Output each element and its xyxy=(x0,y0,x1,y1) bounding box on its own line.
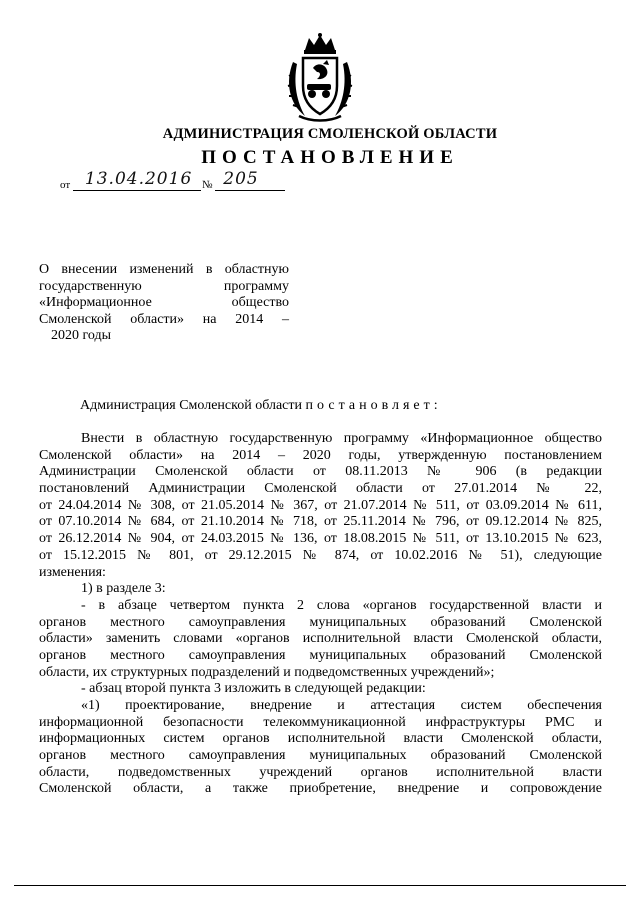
subject-line: Смоленской области» на 2014 – xyxy=(39,311,289,327)
page-bottom-rule xyxy=(14,885,626,886)
body-line: области, подведомственных учреждений органов исполнительной власти xyxy=(39,764,602,780)
subject-line: государственную программу xyxy=(39,278,289,294)
body-line: 1) в разделе 3: xyxy=(81,581,166,597)
body-line: Внести в областную государственную программу «Информационное общество xyxy=(81,431,602,446)
body-line: от 26.12.2014 № 904, от 24.03.2015 № 136, от 18.08.2015 № 511, от 13.10.2015 № 623, xyxy=(39,531,602,547)
body-line: постановлений Администрации Смоленской области от 27.01.2014 № 22, xyxy=(39,481,602,497)
body-line: Администрации Смоленской области от 08.11.2013 № 906 (в редакции xyxy=(39,464,602,480)
body-line: Смоленской области, а также приобретение, внедрение и сопровождение xyxy=(39,781,602,797)
number-prefix: № xyxy=(202,179,213,191)
coat-of-arms-icon xyxy=(283,32,357,122)
body-line: - в абзаце четвертом пункта 2 слова «органов государственной власти и xyxy=(81,597,602,613)
body-line: от 07.10.2014 № 684, от 21.10.2014 № 718, от 25.11.2014 № 796, от 09.12.2014 № 825, xyxy=(39,514,602,530)
body-line: изменения: xyxy=(39,564,106,580)
subject-line: 2020 годы xyxy=(51,328,112,344)
number-field xyxy=(202,169,285,191)
body-line: органов местного самоуправления муниципальных образований Смоленской xyxy=(39,647,602,663)
subject-line: О внесении изменений в областную xyxy=(39,262,289,277)
date-field xyxy=(60,169,201,191)
document-subject xyxy=(39,262,289,345)
number-handwritten: 205 xyxy=(223,169,259,189)
body-line: от 15.12.2015 № 801, от 29.12.2015 № 874, от 10.02.2016 № 51), следующие xyxy=(39,547,602,563)
body-line: от 24.04.2014 № 308, от 21.05.2014 № 367, от 21.07.2014 № 511, от 03.09.2014 № 611, xyxy=(39,497,602,513)
resolve-prefix: Администрация Смоленской области xyxy=(80,398,306,413)
resolve-statement xyxy=(80,398,442,414)
document-type: ПОСТАНОВЛЕНИЕ xyxy=(201,147,459,168)
organization-title: АДМИНИСТРАЦИЯ СМОЛЕНСКОЙ ОБЛАСТИ xyxy=(162,126,498,142)
body-line: Смоленской области» на 2014 – 2020 годы, утвержденную постановлением xyxy=(39,447,602,463)
body-line: области» заменить словами «органов исполнительной власти Смоленской области, xyxy=(39,631,602,647)
body-line: области, их структурных подразделений и подведомственных учреждений»; xyxy=(39,664,495,680)
body-line: органов местного самоуправления муниципальных образований Смоленской xyxy=(39,614,602,630)
date-prefix: от xyxy=(60,179,71,191)
body-line: информационной безопасности телекоммуникационной инфраструктуры РМС и xyxy=(39,714,602,730)
body-line: информационных систем органов исполнительной власти Смоленской области, xyxy=(39,731,602,747)
body-line: органов местного самоуправления муниципальных образований Смоленской xyxy=(39,748,602,764)
date-handwritten: 13.04.2016 xyxy=(84,169,193,189)
document-body xyxy=(39,431,602,798)
body-line: - абзац второй пункта 3 изложить в следующей редакции: xyxy=(81,681,426,697)
subject-line: «Информационное общество xyxy=(39,295,289,311)
resolve-verb: постановляет: xyxy=(305,398,442,413)
body-line: «1) проектирование, внедрение и аттестация систем обеспечения xyxy=(81,698,602,713)
